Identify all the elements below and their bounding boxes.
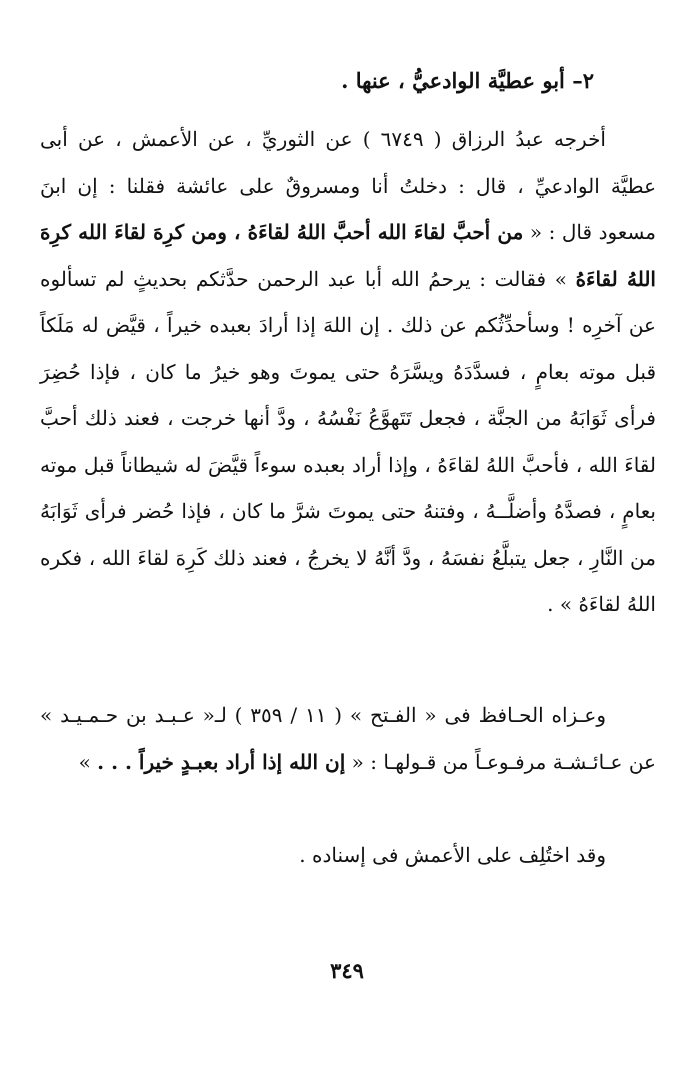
paragraph-text-1: أخرجه عبدُ الرزاق ( ٦٧٤٩ ) عن الثوريِّ ، عن الأعمش ، عن أبى عطيَّة الوادعيِّ ، قال : دخلتُ أنا ومسروقٌ على عائشة فقلنا : إن ابنَ مسعود قال : « [40, 127, 657, 244]
attribution-text-1: وعـزاه الحـافظ فى « الفـتح » ( ١١ / ٣٥٩ ) لـ« عـبـد بن حـمـيـد » عن عـائـشـة مرفـوعـاً من قـولهـا : « [40, 703, 656, 774]
page-number: ٣٤٩ [330, 958, 364, 983]
paragraph-text-2: » فقالت : يرحمُ الله أبا عبد الرحمن حدَّثكم بحديثٍ لم تسألوه عن آخرِه ! وسأحدِّثُكم عن ذلك . إن اللهَ إذا أرادَ بعبده خيراً ، قيَّض له مَلَكاً قبل موته بعامٍ ، فسدَّدَهُ ويسَّرَهُ حتى يموتَ وهو خيرُ ما كان ، فإذا حُضِرَ فرأى ثَوَابَهُ من الجنَّة ، فجعل تَتَهوَّعُ نَفْسُهُ ، ودَّ أنها خرجت ، فعند ذلك أحبَّ لقاءَ الله ، فأحبَّ اللهُ لقاءَهُ ، وإذا أراد بعبده سوءاً قيَّضَ له شيطاناً قبل موته بعامٍ ، فصدَّهُ وأضلَّــهُ ، وفتنهُ حتى يموتَ شرَّ ما كان ، فإذا حُضر فرأى ثَوَابَهُ من النَّارِ ، جعل يتبلَّعُ نفسَهُ ، ودَّ أنَّهُ لا يخرجُ ، فعند ذلك كَرِهَ لقاءَ الله ، فكره اللهُ لقاءَهُ » . [40, 266, 656, 616]
hadith-paragraph [40, 116, 656, 628]
marfu-quote: إن الله إذا أراد بعبـدٍ خيراً . . . [97, 749, 346, 774]
section-heading: ٢– أبو عطيَّة الوادعيُّ ، عنها . [341, 68, 594, 93]
attribution-paragraph [40, 692, 656, 785]
isnad-note: وقد اختُلِف على الأعمش فى إسناده . [299, 843, 606, 867]
attribution-text-2: » [78, 749, 98, 774]
hadith-quote: من أحبَّ لقاءَ الله أحبَّ اللهُ لقاءَهُ ، ومن كرِهَ لقاءَ الله كرِهَ اللهُ لقاءَهُ [40, 220, 656, 291]
